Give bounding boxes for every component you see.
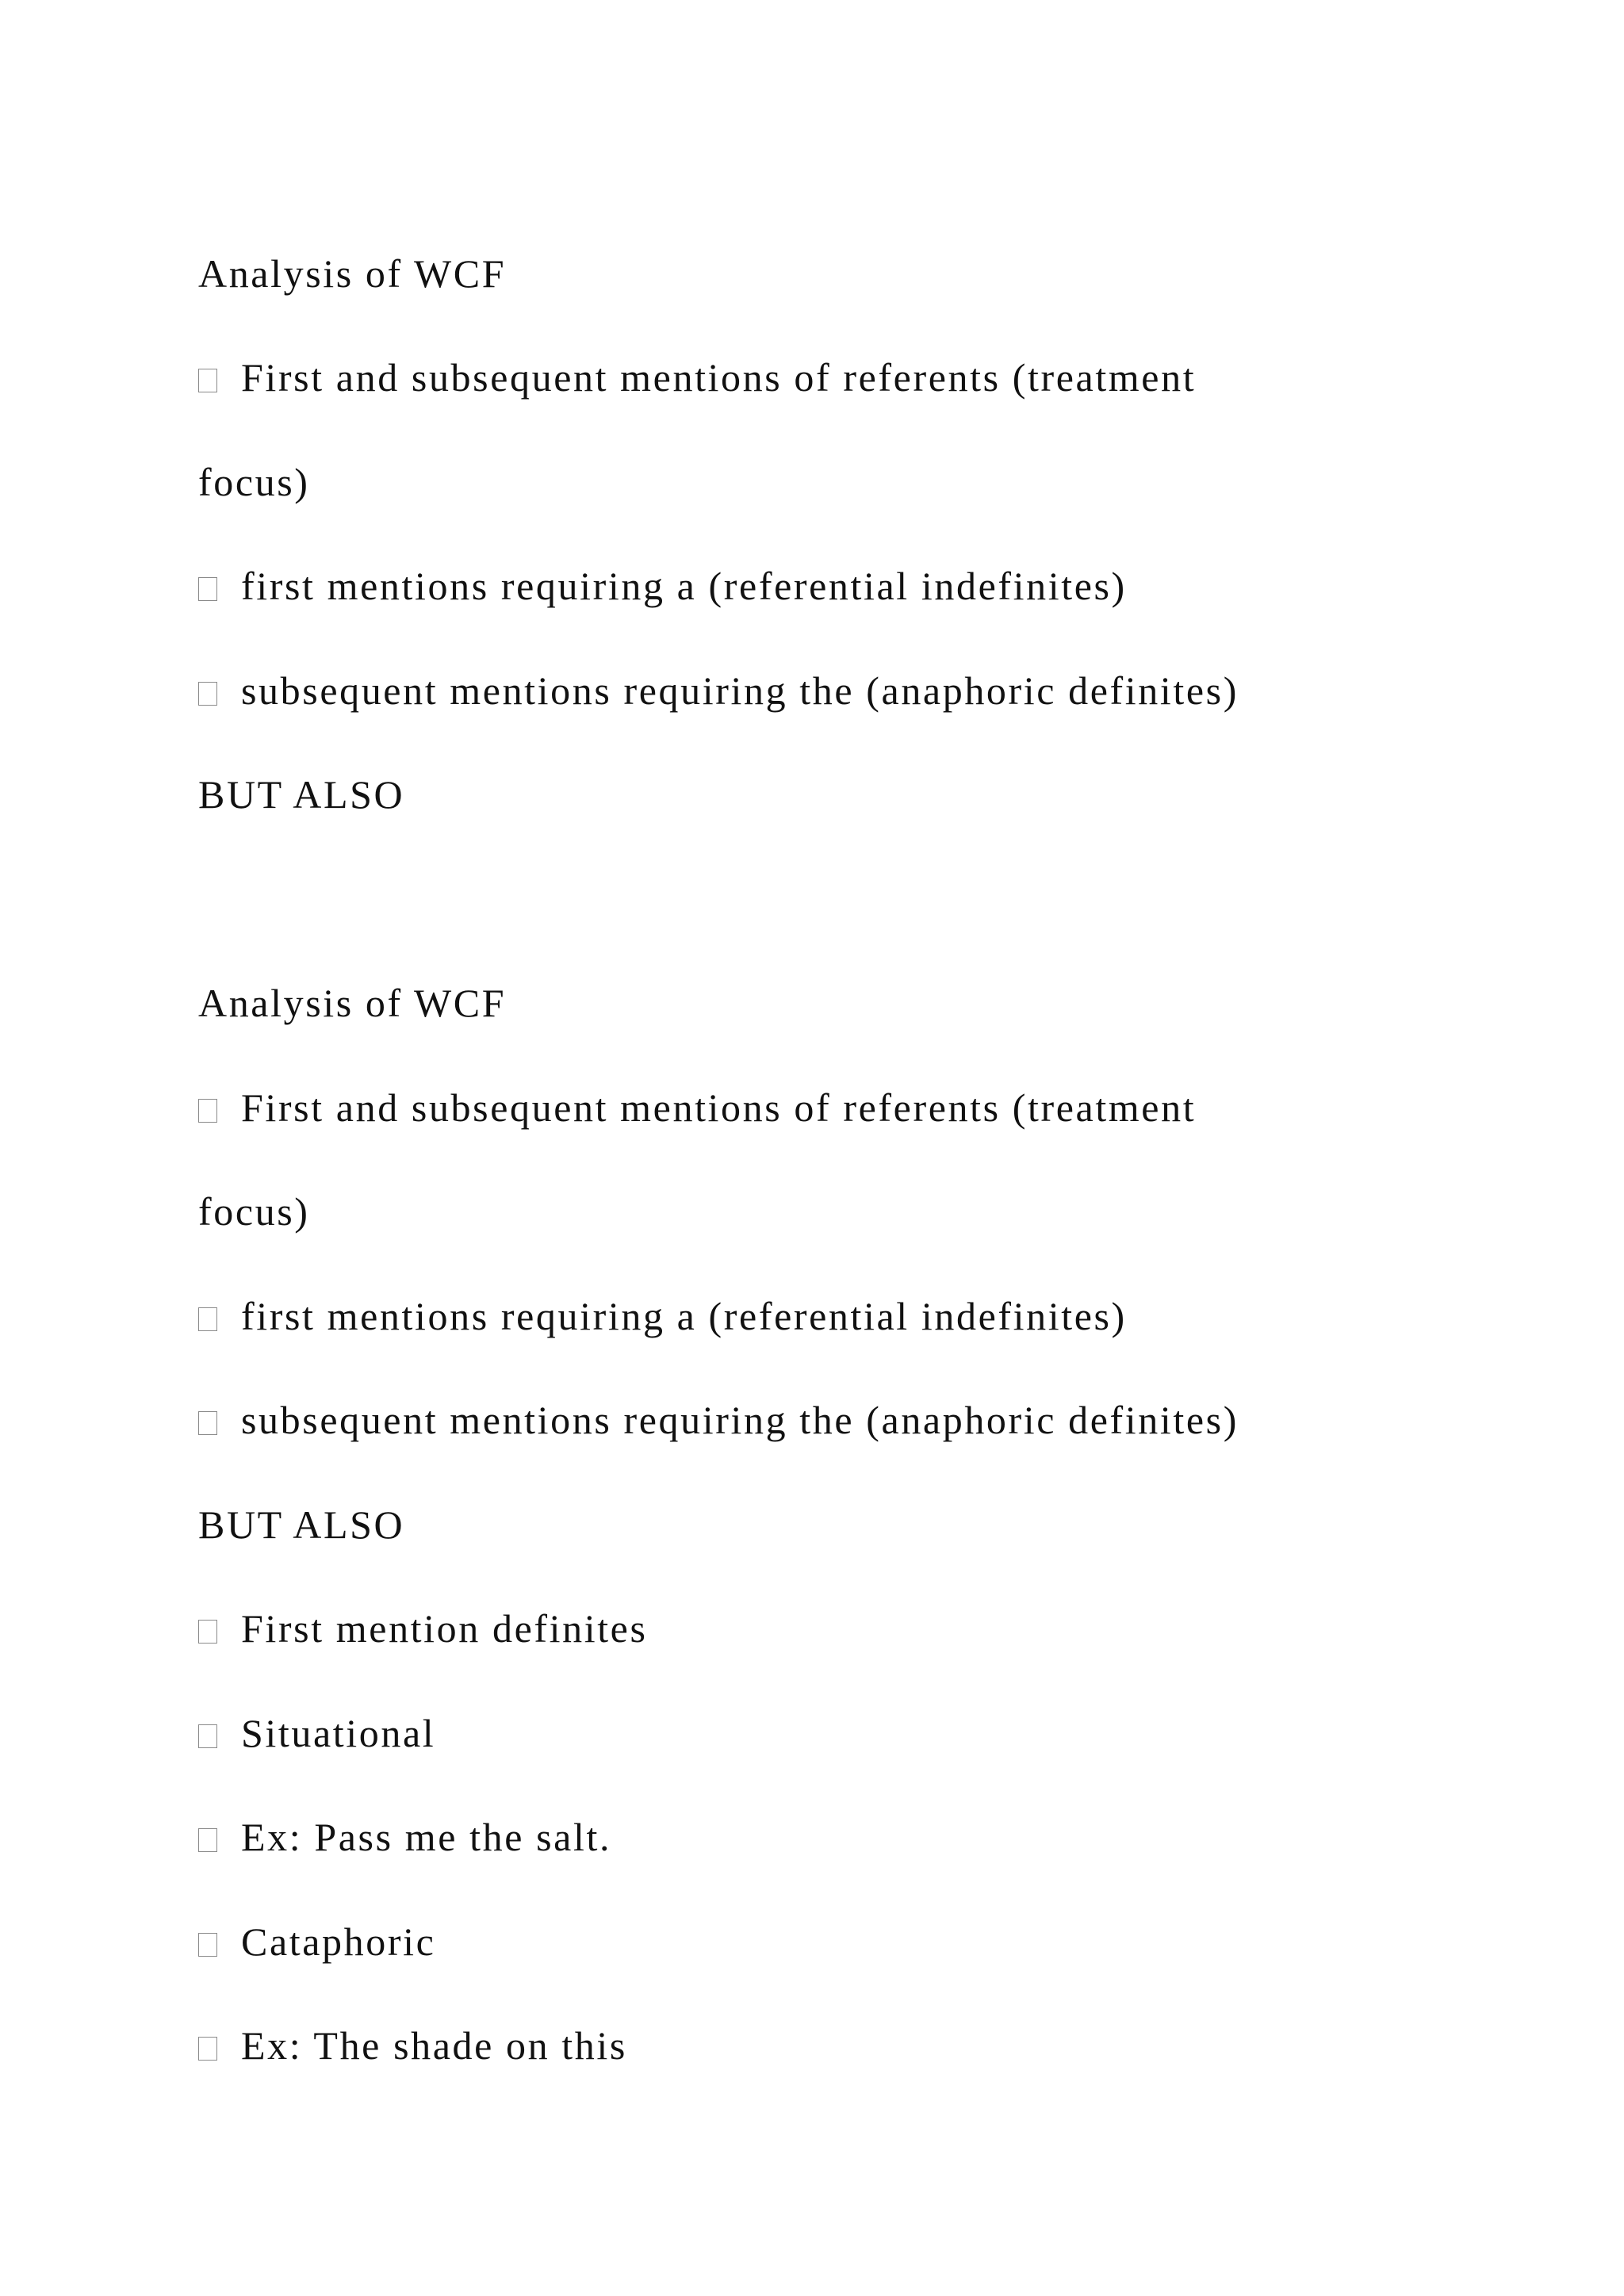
section1-bullet-2-text: first mentions requiring a (referential indefinites)	[241, 564, 1127, 608]
section1-bullet-1	[198, 355, 1197, 400]
section2-bullet-3-text: subsequent mentions requiring the (anaphoric definites)	[241, 1398, 1239, 1442]
section2-bullet-5-text: Situational	[241, 1711, 436, 1755]
section2-bullet-5	[198, 1713, 435, 1753]
section2-bullet-2-text: first mentions requiring a (referential indefinites)	[241, 1294, 1127, 1338]
bullet-box-icon	[198, 2037, 217, 2061]
section2-bullet-8-text: Ex: The shade on this	[241, 2023, 627, 2068]
bullet-box-icon	[198, 1724, 217, 1748]
bullet-box-icon	[198, 1620, 217, 1644]
section2-bullet-8	[198, 2023, 627, 2068]
bullet-box-icon	[198, 1099, 217, 1123]
bullet-box-icon	[198, 369, 217, 392]
section2-bullet-6-text: Ex: Pass me the salt.	[241, 1815, 612, 1859]
section2-bullet-7	[198, 1919, 436, 1964]
section1-bullet-1-text: First and subsequent mentions of referents (treatment	[241, 355, 1197, 400]
bullet-box-icon	[198, 682, 217, 706]
bullet-box-icon	[198, 1828, 217, 1852]
section2-bullet-1-text: First and subsequent mentions of referents (treatment	[241, 1085, 1197, 1130]
section2-bullet-2	[198, 1296, 1127, 1336]
bullet-box-icon	[198, 1933, 217, 1957]
section2-bullet-4-text: First mention definites	[241, 1606, 648, 1651]
section1-bullet-2	[198, 566, 1127, 606]
section2-bullet-1	[198, 1085, 1197, 1130]
section2-bullet-3	[198, 1400, 1239, 1440]
bullet-box-icon	[198, 1307, 217, 1331]
section2-but-also: BUT ALSO	[198, 1502, 405, 1547]
section2-bullet-4	[198, 1606, 648, 1651]
section1-heading: Analysis of WCF	[198, 251, 507, 296]
section1-bullet-3	[198, 668, 1239, 713]
bullet-box-icon	[198, 577, 217, 601]
section2-bullet-7-text: Cataphoric	[241, 1919, 436, 1964]
section2-bullet-6	[198, 1817, 611, 1857]
section1-bullet-3-text: subsequent mentions requiring the (anaphoric definites)	[241, 668, 1239, 713]
section2-heading: Analysis of WCF	[198, 981, 507, 1025]
section2-bullet-1-continuation: focus)	[198, 1189, 310, 1234]
section1-bullet-1-continuation: focus)	[198, 460, 310, 504]
bullet-box-icon	[198, 1411, 217, 1435]
section1-but-also: BUT ALSO	[198, 772, 405, 817]
